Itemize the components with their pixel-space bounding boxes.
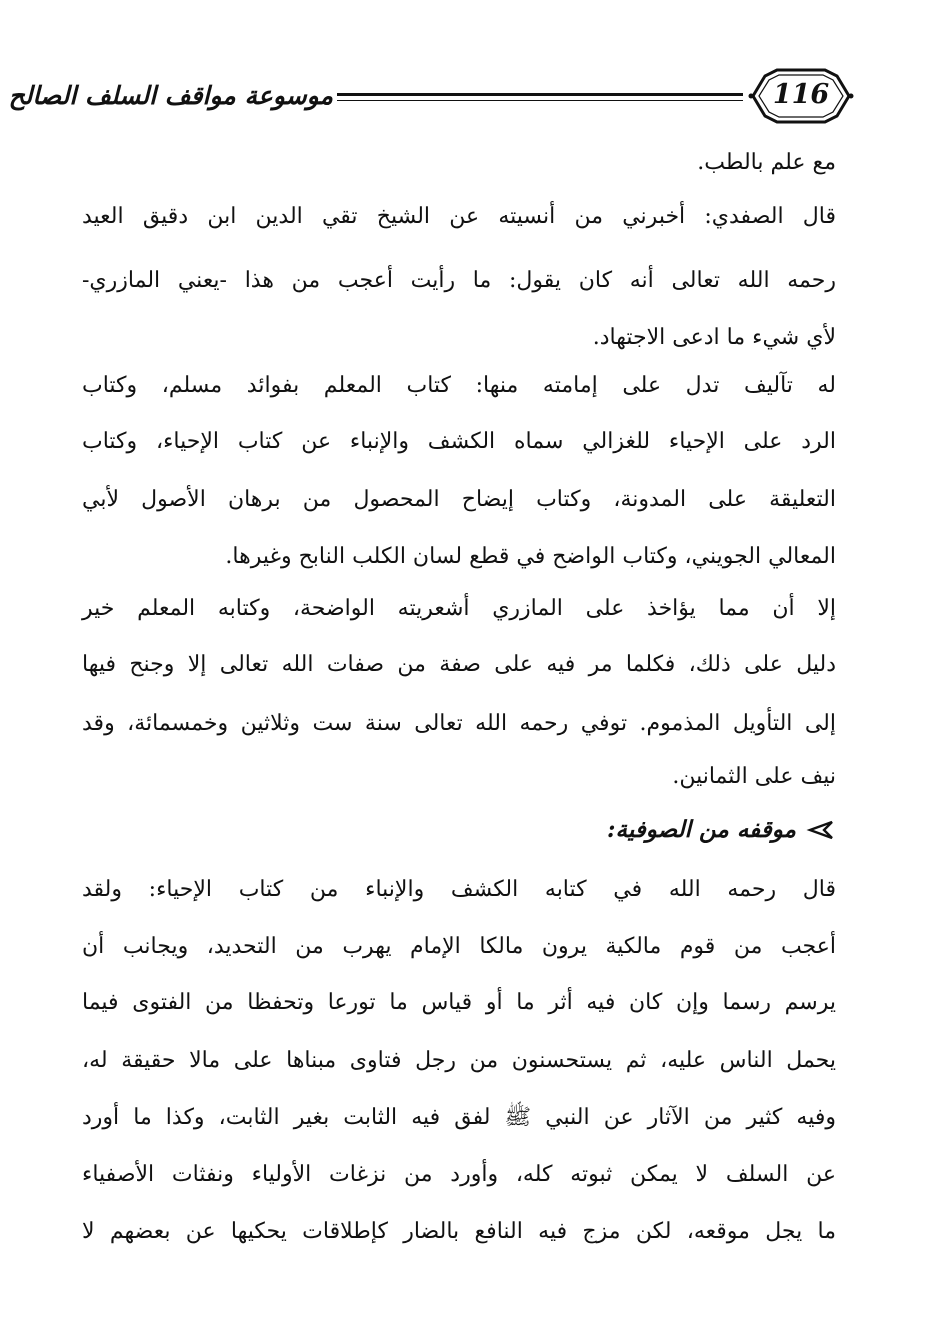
text-line: أعجب من قوم مالكية يرون مالكا الإمام يهرب من التحديد، ويجانب أن [82, 934, 836, 959]
text-line: المعالي الجويني، وكتاب الواضح في قطع لسان الكلب النابح وغيرها. [225, 544, 836, 569]
text-line: يحمل الناس عليه، ثم يستحسنون من رجل فتاوى مبناها على مالا حقيقة له، [82, 1048, 836, 1073]
text-line: ما يجل موقعه، لكن مزج فيه النافع بالضار كإطلاقات يحكيها عن بعضهم لا [82, 1219, 836, 1244]
text-line: مع علم بالطب. [697, 150, 836, 175]
section-heading-text: موقفه من الصوفية: [607, 816, 796, 843]
text-line: رحمه الله تعالى أنه كان يقول: ما رأيت أعجب من هذا -يعني المازري- [82, 268, 836, 293]
text-line: عن السلف لا يمكن ثبوته كله، وأورد من نزغات الأولياء ونفثات الأصفياء [82, 1162, 836, 1187]
text-line: الرد على الإحياء للغزالي سماه الكشف والإنباء عن كتاب الإحياء، وكتاب [82, 429, 836, 454]
header-rule-thin [337, 100, 743, 101]
text-line: نيف على الثمانين. [672, 764, 836, 789]
text-line: له تآليف تدل على إمامته منها: كتاب المعلم بفوائد مسلم، وكتاب [82, 373, 836, 398]
text-line: إلا أن مما يؤاخذ على المازري أشعريته الواضحة، وكتابه المعلم خير [82, 596, 836, 621]
text-line: قال رحمه الله في كتابه الكشف والإنباء من كتاب الإحياء: ولقد [82, 877, 836, 902]
text-line: قال الصفدي: أخبرني من أنسيته عن الشيخ تقي الدين ابن دقيق العيد [82, 204, 836, 229]
text-line: وفيه كثير من الآثار عن النبي ﷺ لفق فيه الثابت بغير الثابت، وكذا ما أورد [82, 1105, 836, 1130]
arrowhead-icon [806, 815, 836, 845]
text-line: يرسم رسما وإن كان فيه أثر ما أو قياس ما تورعا وتحفظا من الفتوى فيما [82, 990, 836, 1015]
text-line: دليل على ذلك، فكلما مر فيه على صفة من صفات الله تعالى إلا وجنح فيها [82, 652, 836, 677]
header-rule-thick [337, 93, 743, 96]
section-heading [82, 798, 836, 862]
text-line: التعليقة على المدونة، وكتاب إيضاح المحصول من برهان الأصول لأبي [82, 487, 836, 512]
page-number-badge [747, 66, 855, 126]
text-line: إلى التأويل المذموم. توفي رحمه الله تعالى سنة ست وثلاثين وخمسمائة، وقد [82, 711, 836, 736]
page-number: 116 [772, 79, 830, 110]
page-header [8, 66, 855, 126]
series-title: موسوعة مواقف السلف الصالح [8, 81, 333, 110]
text-line: لأي شيء ما ادعى الاجتهاد. [592, 325, 836, 350]
